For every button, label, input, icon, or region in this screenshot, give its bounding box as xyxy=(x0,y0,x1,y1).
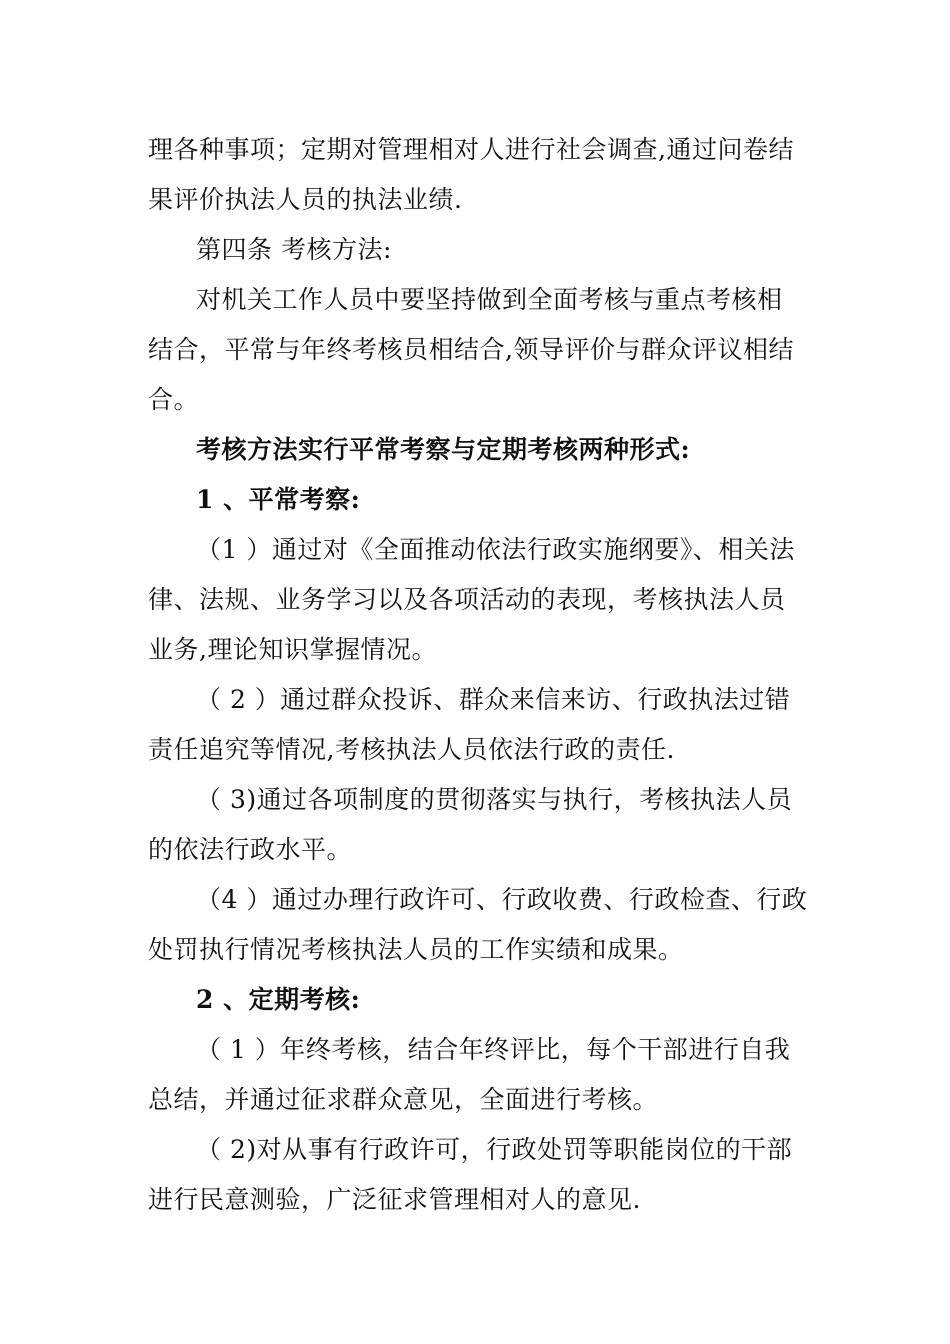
text-line: 的依法行政水平。 xyxy=(148,835,353,864)
text-line: 业务,理论知识掌握情况。 xyxy=(148,635,437,664)
text-line: 进行民意测验，广泛征求管理相对人的意见. xyxy=(148,1185,641,1214)
text-line: （ 2 ）通过群众投诉、群众来信来访、行政执法过错 xyxy=(196,685,791,714)
subsection-heading: 2 、定期考核: xyxy=(196,985,361,1014)
section-heading: 考核方法实行平常考察与定期考核两种形式: xyxy=(196,435,691,464)
text-line: （ 1 ）年终考核，结合年终评比，每个干部进行自我 xyxy=(196,1035,791,1064)
text-line: 果评价执法人员的执法业绩. xyxy=(148,185,463,214)
text-line: 律、法规、业务学习以及各项活动的表现，考核执法人员 xyxy=(148,585,786,614)
subsection-heading: 1 、平常考察: xyxy=(196,485,361,514)
text-line: 理各种事项；定期对管理相对人进行社会调查,通过问卷结 xyxy=(148,135,794,164)
text-line: 处罚执行情况考核执法人员的工作实绩和成果。 xyxy=(148,935,684,964)
text-line: 结合，平常与年终考核员相结合,领导评价与群众评议相结 xyxy=(148,335,794,364)
text-line: （1 ）通过对《全面推动依法行政实施纲要》、相关法 xyxy=(196,535,795,564)
text-line: （ 3)通过各项制度的贯彻落实与执行，考核执法人员 xyxy=(196,785,793,814)
text-line: （4 ）通过办理行政许可、行政收费、行政检查、行政 xyxy=(196,885,808,914)
text-line: （ 2)对从事有行政许可，行政处罚等职能岗位的干部 xyxy=(196,1135,793,1164)
text-line: 对机关工作人员中要坚持做到全面考核与重点考核相 xyxy=(196,285,783,314)
text-line: 合。 xyxy=(148,385,200,414)
text-line: 总结，并通过征求群众意见，全面进行考核。 xyxy=(148,1085,659,1114)
text-line: 责任追究等情况,考核执法人员依法行政的责任. xyxy=(148,735,675,764)
article-heading: 第四条 考核方法: xyxy=(196,235,392,264)
